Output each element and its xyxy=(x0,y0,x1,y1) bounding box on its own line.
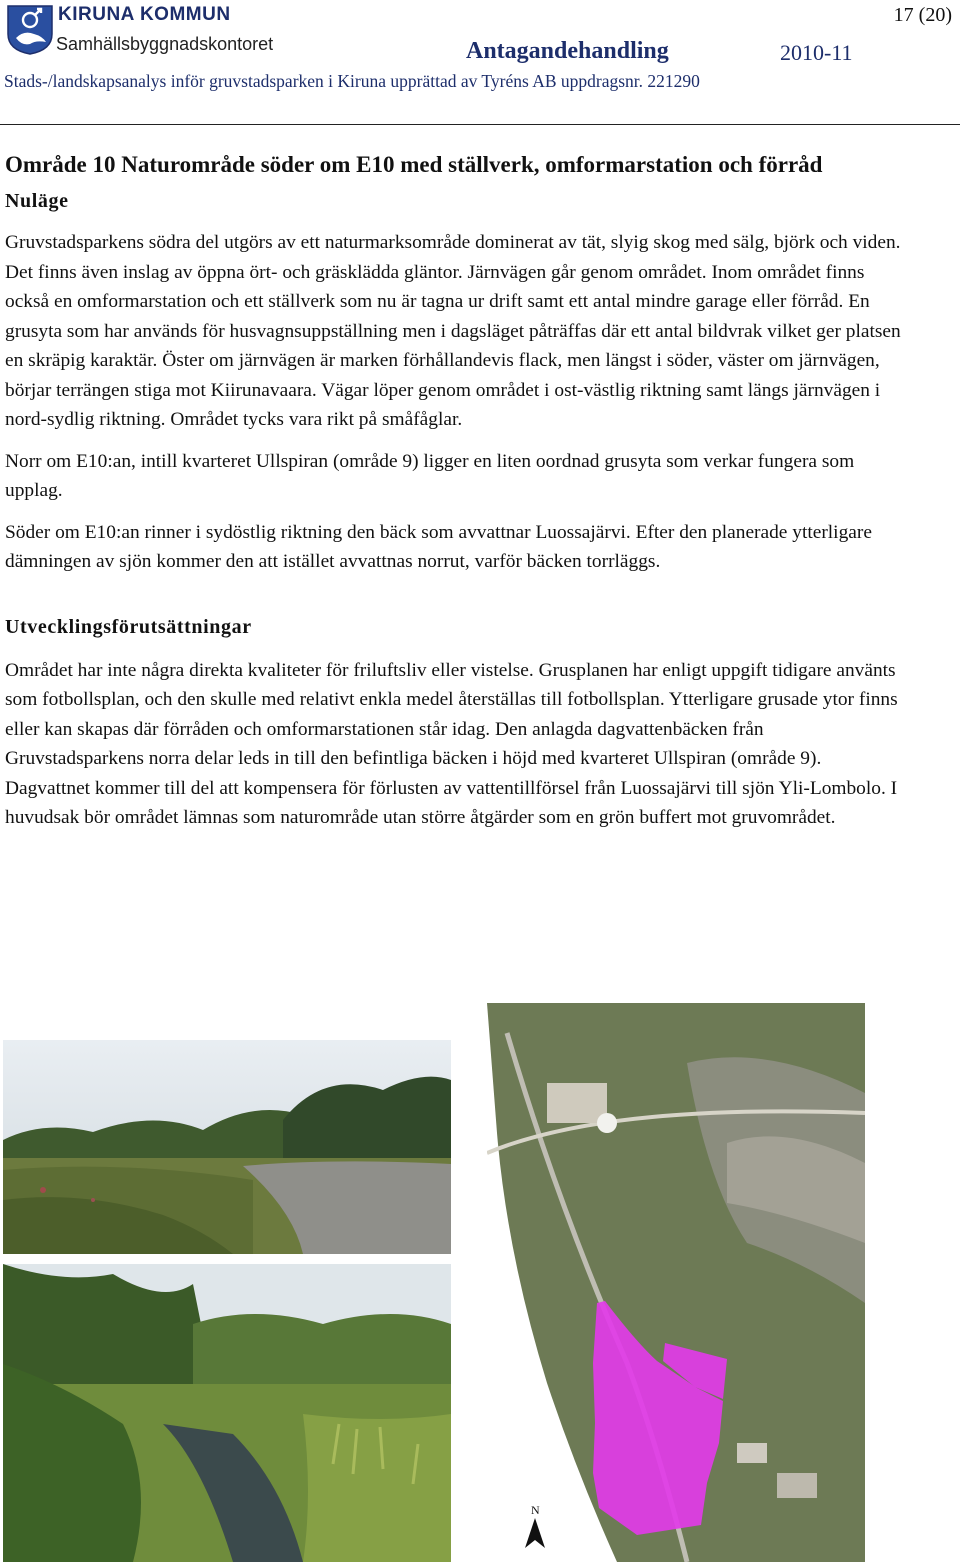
utveckling-heading: Utvecklingsförutsättningar xyxy=(5,615,252,638)
nulage-paragraph: Gruvstadsparkens södra del utgörs av ett naturmarksområde dominerat av tät, slyig skog med sälg, björk och viden. Det finns även inslag av öppna ört- och gräsklädda gläntor. Järnvägen går genom området. Inom området finns också en omformarstation och ett ställverk som nu är tagna ur drift samt ett antal mindre garage eller förråd. En grusyta som har används för husvagnsuppställning men i dagsläget påträffas där ett antal bildvrak vilket ger platsen en skräpig karaktär. Öster om järnvägen är marken förhållandevis flack, men längst i söder, väster om järnvägen, börjar terrängen stiga mot Kiirunavaara. Vägar löper genom området i ost-västlig riktning samt längs järnvägen i nord-sydlig riktning. Området tycks vara rikt på småfåglar. xyxy=(5,232,901,430)
organization-name: KIRUNA KOMMUN xyxy=(58,4,231,25)
north-arrow-icon xyxy=(524,1518,546,1548)
photo-stream xyxy=(3,1264,451,1562)
nulage-paragraph: Norr om E10:an, intill kvarteret Ullspiran (område 9) ligger en liten oordnad grusyta som verkar fungera som upplag. xyxy=(5,450,855,501)
aerial-map xyxy=(487,1003,865,1562)
page-number: 17 (20) xyxy=(893,4,952,26)
header-divider xyxy=(0,124,960,125)
document-status: Antagandehandling xyxy=(466,38,669,64)
main-content xyxy=(5,147,905,845)
photo-gravel-area xyxy=(3,1040,451,1254)
north-label: N xyxy=(531,1503,540,1517)
department-name: Samhällsbyggnadskontoret xyxy=(56,34,274,54)
nulage-heading: Nuläge xyxy=(5,190,69,212)
document-date: 2010-11 xyxy=(780,40,853,65)
document-subtitle: Stads-/landskapsanalys inför gruvstadsparken i Kiruna upprättad av Tyréns AB uppdragsnr. 221290 xyxy=(4,71,700,91)
section-title: Område 10 Naturområde söder om E10 med ställverk, omformarstation och förråd xyxy=(5,152,823,177)
kiruna-coat-of-arms-logo xyxy=(6,4,54,56)
nulage-paragraph: Söder om E10:an rinner i sydöstlig riktning den bäck som avvattnar Luossajärvi. Efter den planerade ytterligare dämningen av sjön kommer den att istället avvattnas norrut, varför bäcken torrläggs. xyxy=(5,521,872,572)
utveckling-paragraph: Området har inte några direkta kvaliteter för friluftsliv eller vistelse. Grusplanen har enligt uppgift tidigare använts som fotbollsplan, och den skulle med relativt enkla medel återställas till fotbollsplan. Ytterligare grusade ytor finns eller kan skapas där förråden och omformarstationen står idag. Den anlagda dagvattenbäcken från Gruvstadsparkens norra delar leds in till den befintliga bäcken i höjd med kvarteret Ullspiran (område 9). Dagvattnet kommer till del att kompensera för förlusten av vattentillförsel från Luossajärvi till sjön Yli-Lombolo. I huvudsak bör området lämnas som naturområde utan större åtgärder som en grön buffert mot gruvområdet. xyxy=(5,659,898,828)
